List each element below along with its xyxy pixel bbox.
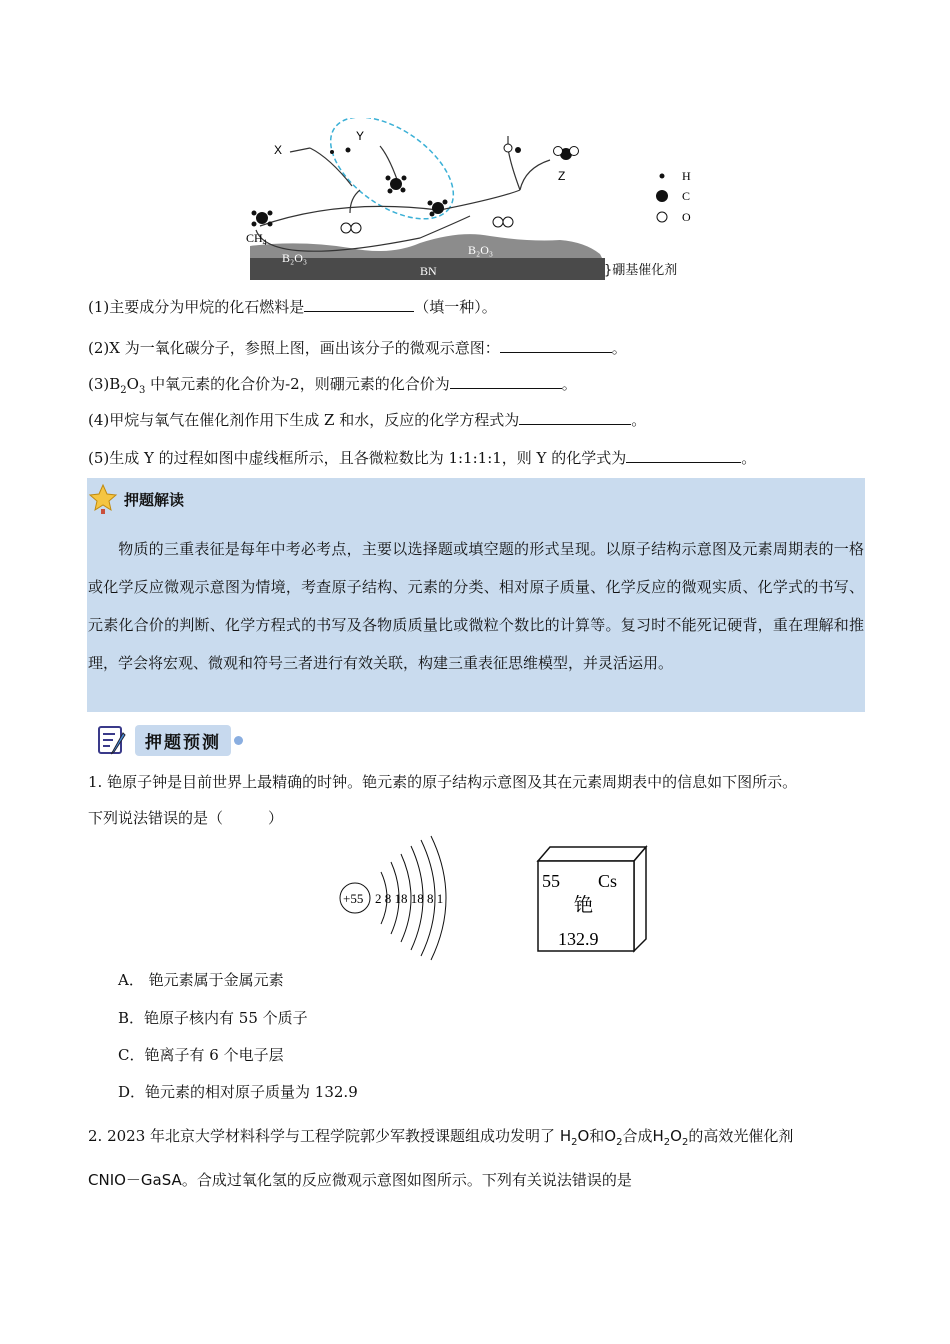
o2-molecule-right [493, 217, 513, 227]
surface-molecule [428, 200, 448, 217]
svg-text:铯: 铯 [574, 894, 594, 916]
analysis-title: 押题解读 [124, 490, 185, 509]
question-3-line: $(3)B_2O_3$ 中氧元素的化合价为-2，则硼元素的化合价为 。 [88, 375, 577, 396]
svg-text:B₂O₃: B₂O₃ [468, 243, 494, 257]
svg-text:132.9: 132.9 [558, 929, 599, 949]
notebook-pen-icon [95, 723, 129, 757]
svg-text:2 8 18 18 8 1: 2 8 18 18 8 1 [375, 891, 444, 906]
svg-text:Z: Z [558, 169, 566, 183]
cesium-atom-structure [335, 832, 465, 962]
svg-text:+55: +55 [343, 891, 364, 906]
question-5-line: (5)生成 Y 的过程如图中虚线框所示，且各微粒数比为 1:1:1:1，则 Y 的化学式为 。 [88, 449, 757, 467]
reaction-diagram [240, 118, 720, 286]
svg-text:55: 55 [542, 871, 560, 891]
q1-line-1: 1. 铯原子钟是目前世界上最精确的时钟。铯元素的原子结构示意图及其在元素周期表中的信息如下图所示。 [88, 773, 798, 791]
answer-blank[interactable] [304, 297, 414, 312]
o2-molecule-left [341, 223, 361, 233]
answer-blank[interactable] [450, 374, 562, 389]
svg-text:H: H [682, 169, 691, 183]
answer-blank[interactable] [626, 448, 741, 463]
q1-option-c[interactable]: C．铯离子有 6 个电子层 [118, 1046, 284, 1064]
svg-text:CH4: $CH_4$ [246, 231, 267, 247]
svg-text:B₂O₃: B₂O₃ [282, 251, 308, 265]
star-icon [88, 483, 118, 515]
svg-text:Cs: Cs [598, 871, 618, 891]
q1-option-a[interactable]: A． 铯元素属于金属元素 [118, 971, 284, 989]
dashed-box [313, 118, 471, 239]
svg-text:Y: Y [356, 129, 365, 143]
prediction-header [95, 720, 243, 760]
question-1-line: (1)主要成分为甲烷的化石燃料是 （填一种）。 [88, 298, 497, 316]
question-2-line: (2)X 为一氧化碳分子，参照上图，画出该分子的微观示意图： 。 [88, 339, 627, 357]
q1-option-b[interactable]: B．铯原子核内有 55 个质子 [118, 1009, 308, 1027]
legend [656, 169, 691, 224]
q2-line-1: 2. 2023 年北京大学材料科学与工程学院郭少军教授课题组成功发明了 $H_2O$和$O_2$合成$H_2O_2$的高效光催化剂 [88, 1127, 794, 1148]
answer-blank[interactable] [500, 338, 612, 353]
svg-text:BN: BN [420, 264, 437, 278]
svg-text:}硼基催化剂: }硼基催化剂 [604, 263, 678, 278]
svg-text:X: X [274, 143, 283, 157]
svg-text:O: O [682, 210, 691, 224]
water-molecule [504, 144, 521, 153]
q2-line-2: CNIO－GaSA。合成过氧化氢的反应微观示意图如图所示。下列有关说法错误的是 [88, 1171, 632, 1189]
answer-blank[interactable] [519, 410, 631, 425]
analysis-body: 物质的三重表征是每年中考必考点，主要以选择题或填空题的形式呈现。以原子结构示意图及元素周期表的一格或化学反应微观示意图为情境，考查原子结构、元素的分类、相对原子质量、化学反应的微观实质、化学式的书写、元素化合价的判断、化学方程式的书写及各物质质量比或微粒个数比的计算等。复习时不能死记硬背，重在理解和推理，学会将宏观、微观和符号三者进行有效关联，构建三重表征思维模型，并灵活运用。 [88, 540, 864, 672]
decorative-dot [234, 736, 243, 745]
prediction-title: 押题预测 [135, 725, 231, 756]
element-card [528, 843, 654, 955]
center-molecule [386, 176, 407, 194]
question-4-line: (4)甲烷与氧气在催化剂作用下生成 Z 和水，反应的化学方程式为 。 [88, 411, 647, 429]
z-molecule [554, 147, 579, 161]
q1-option-d[interactable]: D．铯元素的相对原子质量为 132.9 [118, 1083, 358, 1101]
analysis-header [88, 482, 184, 516]
ch4-molecule [252, 211, 273, 227]
svg-text:C: C [682, 189, 691, 203]
q1-line-2: 下列说法错误的是（ ） [88, 809, 284, 827]
